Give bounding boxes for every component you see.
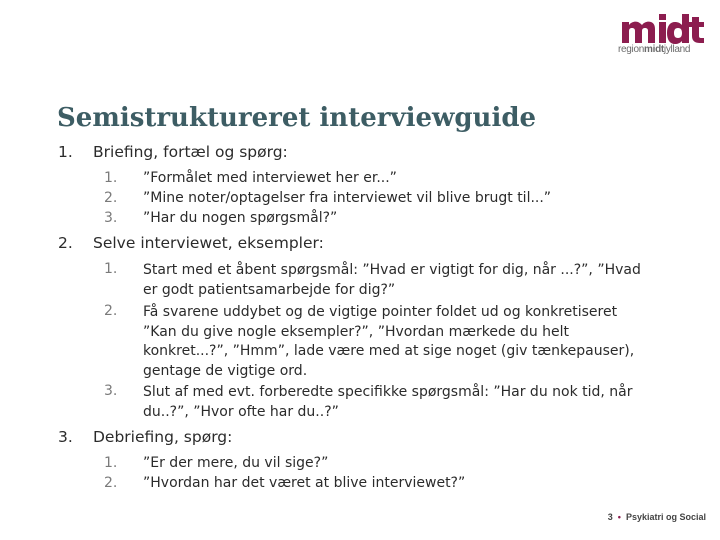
- item-text: ”Har du nogen spørgsmål?”: [143, 210, 338, 226]
- logo-subtitle: regionmidtjylland: [618, 44, 691, 55]
- section-label: Selve interviewet, eksempler:: [93, 234, 324, 252]
- item-text: ”Hvordan har det været at blive interviewet?”: [143, 475, 466, 491]
- item-number: 2.: [104, 303, 118, 319]
- item-text: Få svarene uddybet og de vigtige pointer foldet ud og konkretiseret ”Kan du give nogle eksempler?”, ”Hvordan mærkede du helt konkret...?”, ”Hmm”, lade være med at sige noget (giv tænkepauser), gentage de vigtige ord.: [143, 304, 635, 379]
- section-label: Debriefing, spørg:: [93, 428, 233, 446]
- item-text: ”Mine noter/optagelser fra interviewet vil blive brugt til...”: [143, 190, 552, 206]
- item-number: 2.: [104, 190, 118, 206]
- item-text: ”Formålet med interviewet her er...”: [143, 170, 397, 186]
- section-label: Briefing, fortæl og spørg:: [93, 143, 288, 161]
- item-text: ”Er der mere, du vil sige?”: [143, 455, 329, 471]
- item-text: Slut af med evt. forberedte specifikke spørgsmål: ”Har du nok tid, når du..?”, ”Hvor ofte har du..?”: [143, 384, 633, 420]
- item-number: 1.: [104, 170, 118, 186]
- midt-wordmark-icon: [620, 14, 708, 44]
- page-number: 3: [607, 512, 613, 522]
- footer-separator: •: [617, 512, 621, 522]
- slide-title: Semistruktureret interviewguide: [57, 103, 537, 133]
- section-number: 1.: [58, 143, 73, 161]
- item-number: 2.: [104, 475, 118, 491]
- slide-footer: [608, 512, 706, 522]
- item-number: 1.: [104, 261, 118, 277]
- footer-text: Psykiatri og Social: [625, 512, 706, 522]
- item-number: 3.: [104, 210, 118, 226]
- item-number: 3.: [104, 383, 118, 399]
- region-midtjylland-logo: [618, 14, 710, 58]
- section-number: 2.: [58, 234, 73, 252]
- item-text: Start med et åbent spørgsmål: ”Hvad er vigtigt for dig, når ...?”, ”Hvad er godt patientsamarbejde for dig?”: [143, 262, 641, 298]
- item-number: 1.: [104, 455, 118, 471]
- section-number: 3.: [58, 428, 73, 446]
